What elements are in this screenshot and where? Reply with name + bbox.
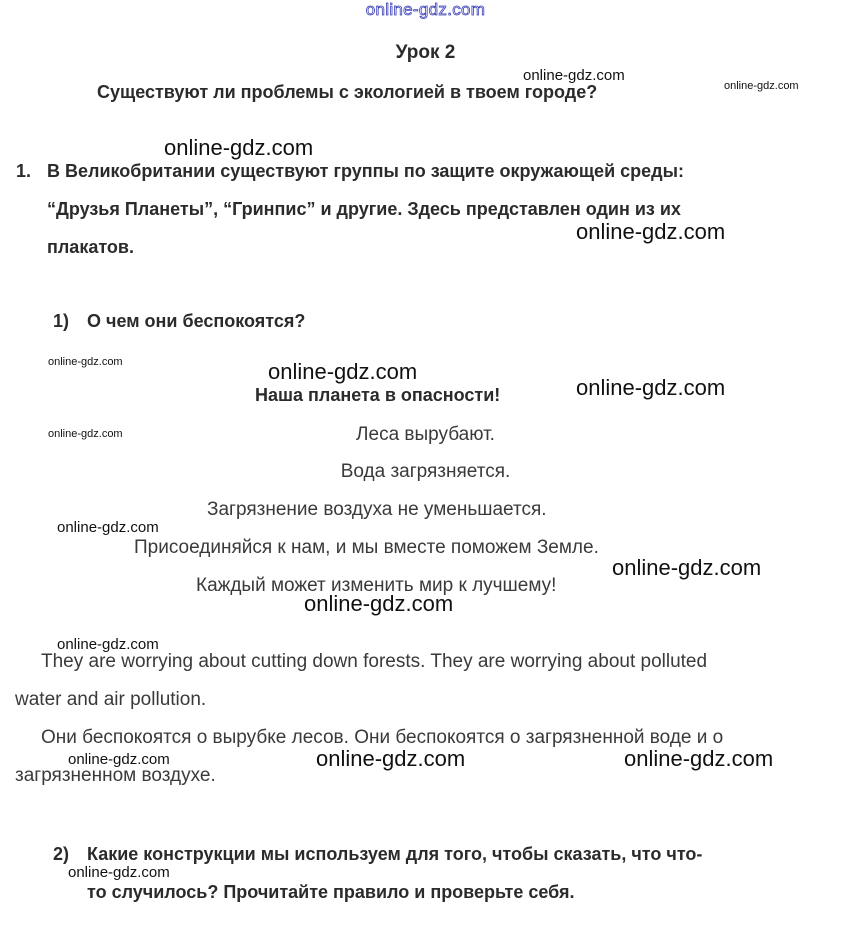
watermark: online-gdz.com	[57, 636, 159, 653]
watermark: online-gdz.com	[612, 555, 762, 580]
watermark: online-gdz.com	[523, 67, 625, 84]
answer-ru-line-2: загрязненном воздухе.	[15, 765, 216, 786]
watermark: online-gdz.com	[57, 519, 159, 536]
lesson-title: Урок 2	[395, 42, 456, 63]
poster-line-1: Леса вырубают.	[356, 424, 495, 445]
exercise-1-number: 1.	[16, 161, 32, 181]
header-watermark: online-gdz.com	[365, 0, 486, 19]
answer-en-line-1: They are worrying about cutting down forests. They are worrying about polluted	[41, 651, 708, 672]
watermark: online-gdz.com	[316, 746, 466, 771]
watermark: online-gdz.com	[576, 219, 726, 244]
lesson-subtitle: Существуют ли проблемы с экологией в твоем городе?	[97, 82, 598, 102]
watermark: online-gdz.com	[624, 746, 774, 771]
watermark: online-gdz.com	[68, 864, 170, 881]
question-2-number: 2)	[53, 844, 70, 864]
question-1-text: О чем они беспокоятся?	[87, 311, 306, 331]
watermark: online-gdz.com	[164, 135, 314, 160]
watermark: online-gdz.com	[304, 591, 454, 616]
poster-title: Наша планета в опасности!	[255, 385, 501, 405]
poster-line-2: Вода загрязняется.	[340, 461, 511, 482]
poster-line-5: Каждый может изменить мир к лучшему!	[196, 575, 557, 596]
watermark: online-gdz.com	[724, 80, 799, 92]
watermark: online-gdz.com	[268, 359, 418, 384]
answer-en-line-2: water and air pollution.	[15, 689, 207, 710]
watermark: online-gdz.com	[48, 428, 123, 440]
watermark: online-gdz.com	[576, 375, 726, 400]
question-2-line-2: то случилось? Прочитайте правило и проверьте себя.	[87, 882, 575, 902]
watermark: online-gdz.com	[48, 356, 123, 368]
exercise-1-line-3: плакатов.	[47, 237, 134, 257]
exercise-1-line-2: “Друзья Планеты”, “Гринпис” и другие. Здесь представлен один из их	[47, 199, 681, 219]
watermark: online-gdz.com	[68, 751, 170, 768]
poster-line-3: Загрязнение воздуха не уменьшается.	[207, 499, 547, 520]
poster-line-4: Присоединяйся к нам, и мы вместе поможем Земле.	[134, 537, 599, 558]
exercise-1-line-1: В Великобритании существуют группы по защите окружающей среды:	[47, 161, 684, 181]
question-2-line-1: Какие конструкции мы используем для того, чтобы сказать, что что-	[87, 844, 703, 864]
question-1-number: 1)	[53, 311, 70, 331]
answer-ru-line-1: Они беспокоятся о вырубке лесов. Они беспокоятся о загрязненной воде и о	[41, 727, 724, 748]
